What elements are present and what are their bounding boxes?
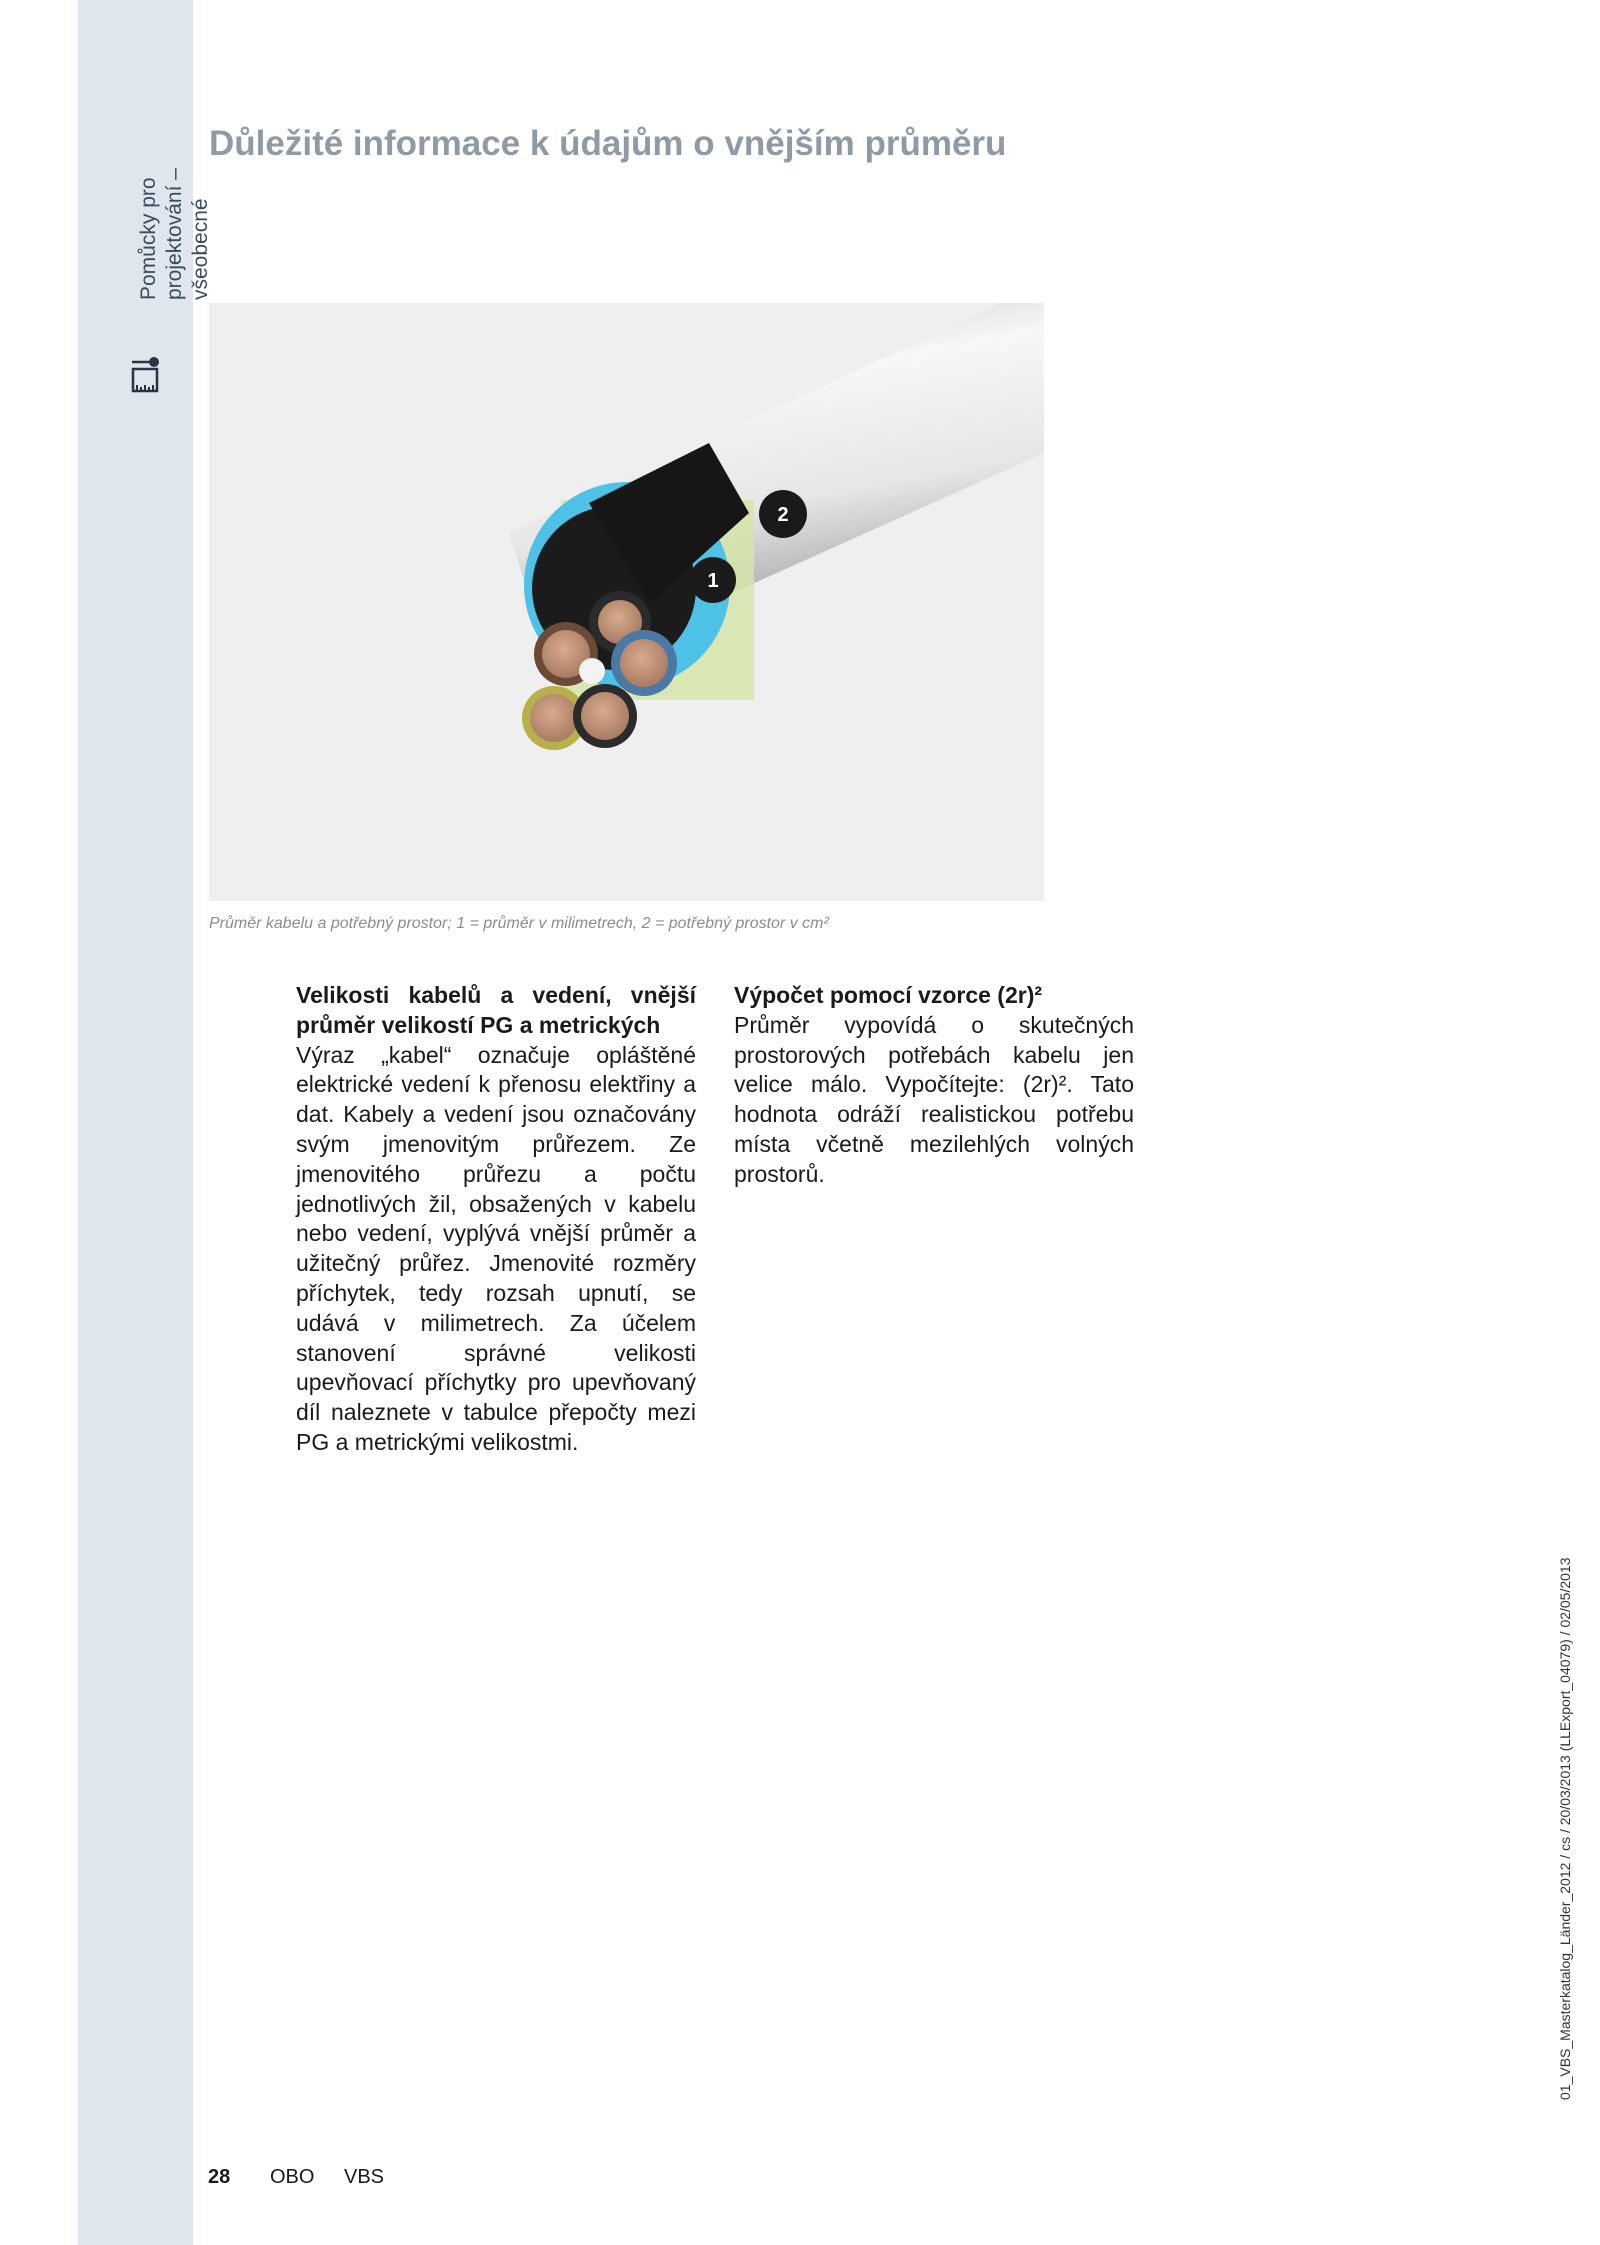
cable-figure xyxy=(209,303,1044,901)
right-column-heading: Výpočet pomocí vzorce (2r)² xyxy=(734,982,1043,1008)
sidebar-band xyxy=(78,0,193,2245)
measuring-tool-icon xyxy=(128,355,162,395)
left-column-text: Výraz „kabel“ označuje opláštěné elektrické vedení k přenosu elektřiny a dat. Kabely a vedení jsou označovány svým jmenovitým průřezem. Ze jmenovitého průřezu a počtu jednotlivých žil, obsažených v kabelu nebo vedení, vyplývá vnější průměr a užitečný průřez. Jmenovité rozměry příchytek, tedy rozsah upnutí, se udává v milimetrech. Za účelem stanovení správné velikosti upevňovací příchytky pro upevňovaný díl naleznete v tabulce přepočty mezi PG a metrickými velikostmi. xyxy=(296,1041,696,1455)
figure-caption: Průměr kabelu a potřebný prostor; 1 = průměr v milimetrech, 2 = potřebný prostor v cm² xyxy=(209,915,829,932)
cable-illustration xyxy=(209,303,1044,901)
sidebar-title xyxy=(136,100,214,300)
document-id: 01_VBS_Masterkatalog_Länder_2012 / cs / 20/03/2013 (LLExport_04079) / 02/05/2013 xyxy=(1557,1557,1573,2100)
page-number: 28 xyxy=(208,2166,231,2188)
footer-brand-obo: OBO xyxy=(270,2166,315,2188)
marker-1: 1 xyxy=(707,570,719,592)
right-column-text: Průměr vypovídá o skutečných prostorových potřebách kabelu jen velice málo. Vypočítejte: (2r)². Tato hodnota odráží realistickou potřebu místa včetně mezilehlých volných prostorů. xyxy=(734,1011,1134,1187)
right-column xyxy=(734,981,1134,1190)
sidebar-title-line-1: Pomůcky pro xyxy=(137,177,160,300)
footer-brand-vbs: VBS xyxy=(344,2166,385,2188)
marker-2: 2 xyxy=(777,504,789,526)
left-column xyxy=(296,981,696,1458)
page-title: Důležité informace k údajům o vnějším průměru xyxy=(209,124,1007,163)
sidebar-title-line-3: všeobecné xyxy=(189,198,212,300)
sidebar-title-line-2: projektování – xyxy=(163,168,186,300)
left-column-heading: Velikosti kabelů a vedení, vnější průměr velikostí PG a metrických xyxy=(296,982,696,1038)
